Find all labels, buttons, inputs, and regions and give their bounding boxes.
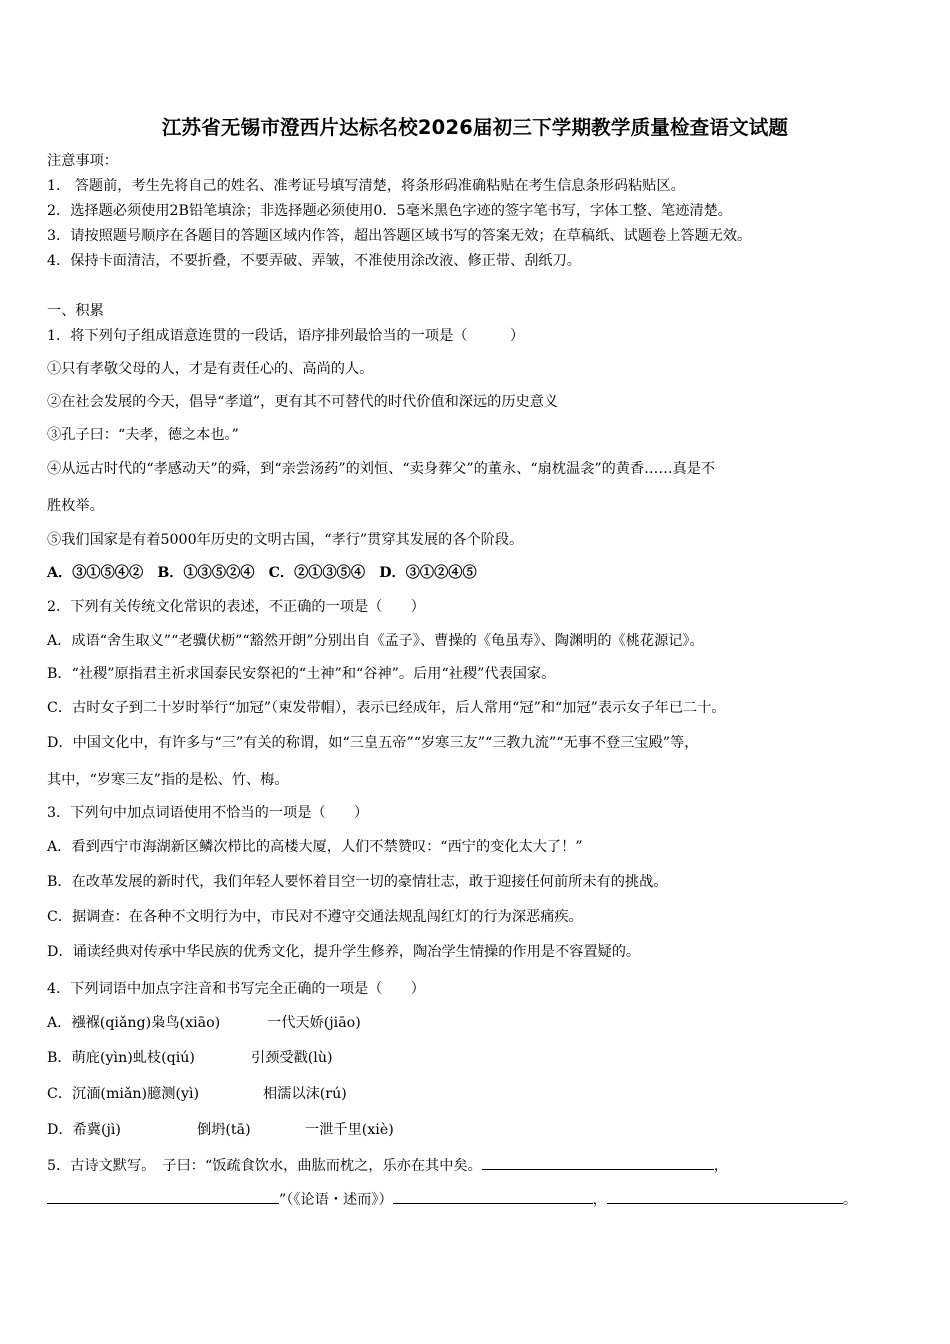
q4-option-c-part1: C．沉湎(miǎn)臆测(yì)	[47, 1086, 200, 1102]
q2-option-b: B．“社稷”原指君主祈求国泰民安祭祀的“土神”和“谷神”。后用“社稷”代表国家。	[47, 666, 556, 682]
q4-stem: 4．下列词语中加点字注音和书写完全正确的一项是（ ）	[47, 981, 425, 997]
q4-option-c	[47, 1084, 347, 1104]
q1-sentence: ①只有孝敬父母的人，才是有责任心的、高尚的人。	[47, 361, 374, 377]
q4-option-d-part3: 一泄千里(xiè)	[305, 1122, 394, 1138]
q4-option-b-part2: 引颈受戳(lù)	[251, 1050, 333, 1066]
q4-option-d-part1: D．希冀(jì)	[47, 1122, 121, 1138]
answer-blank[interactable]	[47, 1189, 279, 1204]
q5-source: ”（《论语・述而》）	[279, 1192, 393, 1208]
q3-option-c: C．据调查：在各种不文明行为中，市民对不遵守交通法规乱闯红灯的行为深恶痛疾。	[47, 909, 583, 925]
q5-comma: ，	[592, 1192, 607, 1208]
q1-sentence: ②在社会发展的今天，倡导“孝道”，更有其不可替代的时代价值和深远的历史意义	[47, 394, 559, 410]
answer-blank[interactable]	[393, 1189, 593, 1204]
q1-sentence-cont: 胜枚举。	[47, 498, 104, 514]
exam-title: 江苏省无锡市澄西片达标名校2026届初三下学期教学质量检查语文试题	[161, 116, 789, 139]
answer-blank[interactable]	[607, 1189, 843, 1204]
q3-option-b: B．在改革发展的新时代，我们年轻人要怀着目空一切的豪情壮志，敢于迎接任何前所未有的挑战。	[47, 874, 668, 890]
q3-option-d: D．诵读经典对传承中华民族的优秀文化，提升学生修养，陶冶学生情操的作用是不容置疑的。	[47, 944, 641, 960]
q1-sentence: ③孔子曰：“夫孝，德之本也。”	[47, 427, 239, 443]
notice-item: 1． 答题前，考生先将自己的姓名、准考证号填写清楚，将条形码准确粘贴在考生信息条形码粘贴区。	[47, 178, 685, 194]
q2-option-a: A．成语“舍生取义”“老骥伏枥”“豁然开朗”分别出自《孟子》、曹操的《龟虽寿》、陶渊明的《桃花源记》。	[47, 633, 704, 649]
q1-sentence: ⑤我们国家是有着5000年历史的文明古国，“孝行”贯穿其发展的各个阶段。	[47, 532, 524, 548]
q5-line2	[47, 1189, 857, 1210]
notice-heading: 注意事项：	[47, 153, 118, 169]
q1-stem: 1．将下列句子组成语意连贯的一段话，语序排列最恰当的一项是（ ）	[47, 328, 525, 344]
notice-item: 2．选择题必须使用2B铅笔填涂；非选择题必须使用0．5毫米黑色字迹的签字笔书写，字体工整、笔迹清楚。	[47, 203, 732, 219]
q4-option-c-part2: 相濡以沫(rú)	[263, 1086, 347, 1102]
q5-period: 。	[842, 1192, 858, 1208]
q3-option-a: A．看到西宁市海湖新区鳞次栉比的高楼大厦，人们不禁赞叹：“西宁的变化太大了！”	[47, 839, 583, 855]
q3-stem: 3．下列句中加点词语使用不恰当的一项是（ ）	[47, 805, 369, 821]
q4-option-a	[47, 1013, 361, 1033]
q2-option-d-cont: 其中，“岁寒三友”指的是松、竹、梅。	[47, 772, 289, 788]
q4-option-b	[47, 1048, 333, 1068]
q2-option-c: C．古时女子到二十岁时举行“加冠”（束发带帽），表示已经成年，后人常用“冠”和“加冠”表示女子年已二十。	[47, 700, 726, 716]
section-heading: 一、积累	[47, 303, 104, 319]
q4-option-a-part1: A．襁褓(qiǎng)枭鸟(xiāo)	[47, 1015, 221, 1031]
q1-options: A．③①⑤④② B．①③⑤②④ C．②①③⑤④ D．③①②④⑤	[47, 565, 477, 581]
q2-stem: 2．下列有关传统文化常识的表述，不正确的一项是（ ）	[47, 599, 425, 615]
notice-item: 3．请按照题号顺序在各题目的答题区域内作答，超出答题区域书写的答案无效；在草稿纸、试题卷上答题无效。	[47, 228, 752, 244]
notice-item: 4．保持卡面清洁，不要折叠，不要弄破、弄皱，不准使用涂改液、修正带、刮纸刀。	[47, 253, 581, 269]
q2-option-d: D．中国文化中，有许多与“三”有关的称谓，如“三皇五帝”“岁寒三友”“三教九流”“无事不登三宝殿”等，	[47, 735, 699, 751]
q5-comma: ，	[713, 1158, 729, 1174]
q4-option-d-part2: 倒坍(tā)	[197, 1122, 251, 1138]
answer-blank[interactable]	[482, 1155, 714, 1170]
q4-option-b-part1: B．萌庇(yìn)虬枝(qiú)	[47, 1050, 195, 1066]
q4-option-d	[47, 1120, 394, 1140]
q4-option-a-part2: 一代天娇(jiāo)	[267, 1015, 361, 1031]
q5-stem: 5．古诗文默写。 子曰：“饭疏食饮水，曲肱而枕之，乐亦在其中矣。	[47, 1158, 482, 1174]
q1-sentence: ④从远古时代的“孝感动天”的舜，到“亲尝汤药”的刘恒、“卖身葬父”的董永、“扇枕温衾”的黄香……真是不	[47, 461, 716, 477]
q5-line1	[47, 1155, 728, 1176]
